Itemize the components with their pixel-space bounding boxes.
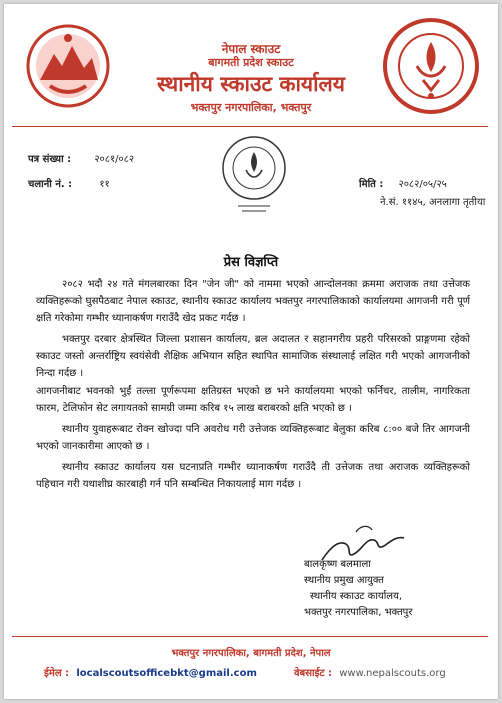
reference-value: २०८१/०८२: [94, 154, 135, 165]
body-paragraph: २०८२ भदौ २४ गते मंगलबारका दिन "जेन जी" को नाममा भएको आन्दोलनका क्रममा अराजक तथा उत्तेजक व्यक्तिहरूको घुसपैठबाट नेपाल स्काउट, स्थानीय स्काउट कार्यालय भक्तपुर नगरपालिकाको कार्यालयमा आगजनी गरी पूर्ण क्षति गरेकोमा गम्भीर ध्यानाकर्षण गराउँदै खेद प्रकट गर्दछ ।: [36, 279, 470, 324]
signatory-post: स्थानीय प्रमुख आयुक्त: [304, 575, 384, 586]
footer-email: [44, 665, 257, 679]
date-value: २०८२/०५/२५: [398, 179, 447, 190]
footer-address: भक्तपुर नगरपालिका, बागमती प्रदेश, नेपाल: [171, 648, 331, 659]
signatory-address: भक्तपुर नगरपालिका, भक्तपुर: [304, 607, 413, 618]
letterhead: [4, 4, 498, 154]
body-paragraph: आगजनीबाट भवनको भुईं तल्ला पूर्णरूपमा क्षतिग्रस्त भएको छ भने कार्यालयमा भएको फर्निचर, तालीम, नागरिकता फारम, टेलिफोन सेट लगायतको सामग्री जम्मा करिब १५ लाख बराबरको क्षति भएको छ ।: [36, 386, 470, 414]
dispatch-label: चलानी नं. :: [28, 179, 73, 190]
letter-page: [4, 4, 498, 699]
footer-website: [294, 665, 446, 679]
nepal-scouts-logo-icon: [381, 16, 481, 116]
signatory-office: स्थानीय स्काउट कार्यालय,: [310, 591, 403, 602]
page-title: प्रेस विज्ञप्ति: [223, 255, 279, 270]
body-paragraph: भक्तपुर दरबार क्षेत्रस्थित जिल्ला प्रशासन कार्यालय, ब्रल अदालत र सहानगरीय प्रहरी परिसरको प्राङ्गणमा रहेको स्काउट जस्तो अन्तर्राष्ट्रिय स्वयंसेवी शैक्षिक अभियान सहित स्थापित सामाजिक संस्थालाई लक्षित गरी भएको आगजनीको निन्दा गर्दछ ।: [36, 334, 470, 379]
org-address: भक्तपुर नगरपालिका, भक्तपुर: [190, 101, 312, 114]
website-label: वेबसाईट :: [294, 668, 333, 679]
org-name-province: बागमती प्रदेश स्काउट: [208, 56, 294, 69]
dispatch-number: [28, 176, 110, 190]
footer-rule: [12, 636, 488, 637]
email-label: ईमेल :: [44, 668, 70, 679]
website-link[interactable]: www.nepalscouts.org: [339, 668, 446, 679]
date: [359, 176, 447, 190]
email-link[interactable]: localscoutsofficebkt@gmail.com: [76, 668, 257, 679]
org-name-office: स्थानीय स्काउट कार्यालय: [157, 72, 345, 96]
date-label: मिति :: [359, 179, 384, 190]
body-paragraph: स्थानीय युवाहरूबाट रोक्न खोज्दा पनि अवरोध गरी उत्तेजक व्यक्तिहरूबाट बेलुका करिब ८:०० बजे तिर आगजनी भएको जानकारीमा आएको छ ।: [36, 424, 470, 452]
letter-body: [36, 276, 470, 494]
body-paragraph: स्थानीय स्काउट कार्यालय यस घटनाप्रति गम्भीर ध्यानाकर्षण गराउँदै ती उत्तेजक तथा अराजक व्यक्तिहरूको पहिचान गरी यथाशीघ्र कारबाही गर्न पनि सम्बन्धित निकायलाई माग गर्दछ ।: [36, 462, 470, 490]
signatory-name: बालकृष्ण बलमाला: [304, 559, 371, 570]
org-name-nepal-scout: नेपाल स्काउट: [221, 42, 281, 56]
dispatch-value: ११: [99, 179, 110, 190]
nepal-sambat-date: ने.सं. ११४५, अनलागा तृतीया: [380, 197, 486, 208]
scout-seal-icon: [220, 134, 288, 214]
reference-number: [28, 151, 134, 165]
header-rule: [12, 126, 488, 127]
reference-label: पत्र संख्या :: [28, 154, 72, 165]
signature-block: [304, 557, 412, 621]
